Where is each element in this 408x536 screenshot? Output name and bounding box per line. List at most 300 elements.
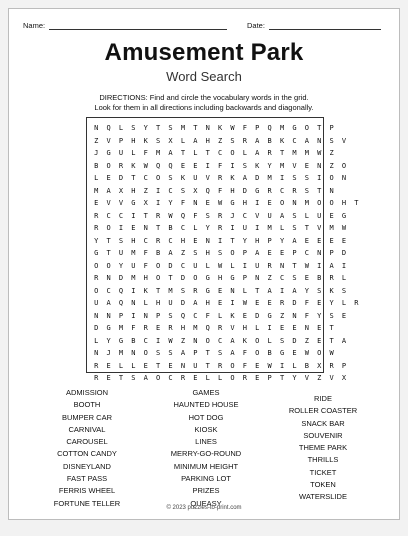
- grid-letter[interactable]: G: [106, 149, 111, 157]
- grid-letter[interactable]: H: [156, 299, 161, 307]
- grid-letter[interactable]: K: [242, 336, 247, 345]
- grid-letter[interactable]: E: [143, 361, 148, 370]
- grid-letter[interactable]: M: [267, 174, 272, 182]
- grid-letter[interactable]: D: [118, 174, 124, 182]
- grid-letter[interactable]: R: [156, 236, 161, 245]
- grid-letter[interactable]: G: [341, 211, 347, 220]
- grid-letter[interactable]: R: [143, 324, 148, 332]
- grid-letter[interactable]: O: [329, 199, 334, 207]
- grid-letter[interactable]: O: [255, 336, 260, 345]
- grid-letter[interactable]: E: [317, 324, 322, 332]
- grid-letter[interactable]: O: [94, 261, 99, 270]
- grid-letter[interactable]: W: [143, 161, 148, 170]
- grid-letter[interactable]: E: [279, 324, 285, 332]
- grid-letter[interactable]: W: [242, 299, 247, 307]
- grid-letter[interactable]: T: [329, 324, 334, 332]
- grid-letter[interactable]: R: [217, 174, 223, 182]
- grid-letter[interactable]: M: [131, 249, 136, 257]
- grid-letter[interactable]: R: [267, 186, 272, 195]
- grid-letter[interactable]: K: [143, 286, 148, 295]
- grid-letter[interactable]: N: [329, 186, 334, 195]
- grid-letter[interactable]: D: [242, 186, 247, 195]
- grid-letter[interactable]: Q: [118, 286, 124, 295]
- grid-letter[interactable]: R: [180, 374, 186, 382]
- grid-letter[interactable]: V: [292, 161, 297, 170]
- grid-letter[interactable]: U: [193, 174, 198, 182]
- grid-letter[interactable]: J: [94, 149, 99, 157]
- grid-letter[interactable]: W: [168, 211, 173, 220]
- grid-letter[interactable]: F: [304, 299, 309, 307]
- grid-letter[interactable]: Z: [329, 149, 334, 157]
- grid-letter[interactable]: Y: [143, 124, 148, 132]
- grid-letter[interactable]: O: [230, 149, 235, 157]
- grid-letter[interactable]: E: [267, 249, 272, 257]
- grid-letter[interactable]: E: [267, 199, 272, 207]
- grid-letter[interactable]: T: [156, 361, 161, 370]
- grid-letter[interactable]: C: [143, 336, 148, 345]
- grid-letter[interactable]: T: [180, 149, 186, 157]
- grid-letter[interactable]: S: [168, 174, 173, 182]
- grid-letter[interactable]: T: [106, 236, 111, 245]
- grid-letter[interactable]: T: [354, 199, 359, 207]
- grid-letter[interactable]: T: [143, 211, 148, 220]
- grid-letter[interactable]: P: [193, 349, 198, 357]
- grid-letter[interactable]: N: [106, 274, 111, 282]
- grid-letter[interactable]: C: [180, 261, 186, 270]
- grid-letter[interactable]: T: [230, 236, 235, 245]
- grid-letter[interactable]: G: [94, 249, 99, 257]
- grid-letter[interactable]: A: [106, 186, 111, 195]
- grid-letter[interactable]: I: [255, 199, 260, 207]
- grid-letter[interactable]: A: [180, 349, 186, 357]
- grid-letter[interactable]: X: [193, 186, 198, 195]
- grid-letter[interactable]: T: [255, 286, 260, 295]
- grid-letter[interactable]: G: [267, 311, 272, 320]
- grid-letter[interactable]: Y: [267, 161, 272, 170]
- grid-letter[interactable]: T: [168, 274, 173, 282]
- grid-letter[interactable]: L: [267, 336, 272, 345]
- grid-letter[interactable]: E: [317, 236, 322, 245]
- grid-letter[interactable]: A: [230, 336, 235, 345]
- grid-letter[interactable]: H: [242, 199, 247, 207]
- grid-letter[interactable]: E: [217, 286, 223, 295]
- grid-letter[interactable]: R: [94, 361, 99, 370]
- grid-letter[interactable]: S: [217, 249, 223, 257]
- grid-letter[interactable]: U: [317, 211, 322, 220]
- grid-letter[interactable]: T: [292, 261, 297, 270]
- grid-letter[interactable]: R: [217, 224, 223, 232]
- grid-letter[interactable]: I: [131, 286, 136, 295]
- grid-letter[interactable]: S: [180, 186, 186, 195]
- grid-letter[interactable]: E: [205, 199, 210, 207]
- grid-letter[interactable]: A: [329, 261, 334, 270]
- grid-letter[interactable]: B: [317, 274, 322, 282]
- grid-letter[interactable]: F: [217, 186, 223, 195]
- grid-letter[interactable]: H: [180, 236, 186, 245]
- grid-letter[interactable]: S: [205, 211, 210, 220]
- grid-letter[interactable]: I: [242, 261, 247, 270]
- grid-letter[interactable]: G: [205, 286, 210, 295]
- grid-letter[interactable]: O: [106, 261, 111, 270]
- grid-letter[interactable]: L: [180, 136, 186, 145]
- grid-letter[interactable]: Z: [217, 136, 223, 145]
- grid-letter[interactable]: N: [304, 324, 309, 332]
- grid-letter[interactable]: G: [255, 186, 260, 195]
- grid-letter[interactable]: N: [143, 311, 148, 320]
- grid-letter[interactable]: W: [304, 261, 309, 270]
- grid-letter[interactable]: Y: [106, 336, 111, 345]
- grid-letter[interactable]: C: [106, 211, 111, 220]
- grid-letter[interactable]: N: [180, 361, 186, 370]
- grid-letter[interactable]: E: [217, 299, 223, 307]
- grid-letter[interactable]: E: [292, 324, 297, 332]
- grid-letter[interactable]: D: [180, 274, 186, 282]
- grid-letter[interactable]: N: [292, 311, 297, 320]
- grid-letter[interactable]: E: [156, 324, 161, 332]
- grid-letter[interactable]: L: [205, 261, 210, 270]
- grid-letter[interactable]: U: [131, 261, 136, 270]
- grid-letter[interactable]: D: [180, 299, 186, 307]
- grid-letter[interactable]: O: [156, 274, 161, 282]
- grid-letter[interactable]: R: [267, 149, 272, 157]
- grid-letter[interactable]: O: [106, 224, 111, 232]
- grid-letter[interactable]: V: [106, 136, 111, 145]
- grid-letter[interactable]: S: [292, 224, 297, 232]
- grid-letter[interactable]: G: [131, 199, 136, 207]
- grid-letter[interactable]: L: [242, 149, 247, 157]
- grid-letter[interactable]: H: [242, 324, 247, 332]
- grid-letter[interactable]: C: [118, 211, 124, 220]
- grid-letter[interactable]: T: [156, 124, 161, 132]
- grid-letter[interactable]: D: [292, 336, 297, 345]
- grid-letter[interactable]: H: [131, 186, 136, 195]
- grid-letter[interactable]: O: [156, 261, 161, 270]
- grid-letter[interactable]: O: [143, 349, 148, 357]
- grid-letter[interactable]: I: [267, 324, 272, 332]
- grid-letter[interactable]: B: [168, 224, 173, 232]
- grid-letter[interactable]: N: [279, 261, 285, 270]
- grid-letter[interactable]: D: [292, 299, 297, 307]
- grid-letter[interactable]: L: [242, 286, 247, 295]
- grid-letter[interactable]: A: [193, 299, 198, 307]
- grid-letter[interactable]: S: [329, 136, 334, 145]
- grid-letter[interactable]: E: [106, 174, 111, 182]
- grid-letter[interactable]: M: [279, 124, 285, 132]
- grid-letter[interactable]: R: [156, 211, 161, 220]
- grid-letter[interactable]: F: [217, 161, 223, 170]
- grid-letter[interactable]: S: [131, 374, 136, 382]
- grid-letter[interactable]: K: [230, 311, 235, 320]
- grid-letter[interactable]: S: [329, 311, 334, 320]
- grid-letter[interactable]: F: [304, 311, 309, 320]
- grid-letter[interactable]: L: [131, 361, 136, 370]
- grid-letter[interactable]: A: [230, 349, 235, 357]
- grid-letter[interactable]: R: [217, 211, 223, 220]
- grid-letter[interactable]: L: [341, 299, 347, 307]
- grid-letter[interactable]: E: [193, 161, 198, 170]
- grid-letter[interactable]: D: [118, 274, 124, 282]
- grid-letter[interactable]: N: [205, 236, 210, 245]
- grid-letter[interactable]: A: [255, 136, 260, 145]
- grid-letter[interactable]: O: [230, 374, 235, 382]
- grid-letter[interactable]: O: [205, 336, 210, 345]
- grid-letter[interactable]: T: [279, 374, 285, 382]
- grid-letter[interactable]: M: [279, 161, 285, 170]
- grid-letter[interactable]: C: [292, 136, 297, 145]
- grid-letter[interactable]: G: [205, 274, 210, 282]
- grid-letter[interactable]: A: [267, 286, 272, 295]
- grid-letter[interactable]: C: [180, 224, 186, 232]
- grid-letter[interactable]: E: [106, 374, 111, 382]
- grid-letter[interactable]: D: [94, 324, 99, 332]
- grid-letter[interactable]: W: [317, 149, 322, 157]
- grid-letter[interactable]: Y: [94, 236, 99, 245]
- grid-letter[interactable]: R: [94, 374, 99, 382]
- grid-letter[interactable]: L: [143, 299, 148, 307]
- grid-letter[interactable]: A: [341, 336, 347, 345]
- grid-letter[interactable]: O: [341, 161, 347, 170]
- grid-letter[interactable]: K: [180, 174, 186, 182]
- grid-letter[interactable]: I: [279, 286, 285, 295]
- grid-letter[interactable]: L: [341, 274, 347, 282]
- grid-letter[interactable]: L: [118, 361, 124, 370]
- grid-letter[interactable]: T: [156, 224, 161, 232]
- grid-letter[interactable]: K: [279, 136, 285, 145]
- date-field[interactable]: [247, 21, 381, 30]
- grid-letter[interactable]: A: [143, 374, 148, 382]
- grid-letter[interactable]: I: [118, 224, 124, 232]
- grid-letter[interactable]: B: [156, 249, 161, 257]
- grid-letter[interactable]: W: [341, 224, 347, 232]
- grid-letter[interactable]: T: [205, 349, 210, 357]
- grid-letter[interactable]: S: [217, 349, 223, 357]
- grid-letter[interactable]: Z: [143, 186, 148, 195]
- grid-letter[interactable]: I: [255, 224, 260, 232]
- grid-letter[interactable]: L: [118, 124, 124, 132]
- grid-letter[interactable]: X: [317, 361, 322, 370]
- grid-letter[interactable]: E: [304, 274, 309, 282]
- grid-letter[interactable]: E: [242, 311, 247, 320]
- grid-letter[interactable]: S: [279, 336, 285, 345]
- grid-letter[interactable]: E: [180, 161, 186, 170]
- grid-letter[interactable]: A: [279, 211, 285, 220]
- grid-letter[interactable]: R: [242, 374, 247, 382]
- grid-letter[interactable]: Q: [118, 299, 124, 307]
- grid-letter[interactable]: K: [217, 124, 223, 132]
- grid-letter[interactable]: R: [94, 224, 99, 232]
- grid-letter[interactable]: W: [217, 261, 223, 270]
- grid-letter[interactable]: W: [304, 349, 309, 357]
- grid-letter[interactable]: P: [267, 236, 272, 245]
- grid-letter[interactable]: Q: [205, 186, 210, 195]
- grid-letter[interactable]: I: [317, 261, 322, 270]
- grid-letter[interactable]: R: [267, 261, 272, 270]
- grid-letter[interactable]: O: [106, 161, 111, 170]
- grid-letter[interactable]: G: [106, 324, 111, 332]
- grid-letter[interactable]: W: [168, 336, 173, 345]
- grid-letter[interactable]: M: [131, 274, 136, 282]
- grid-letter[interactable]: C: [304, 249, 309, 257]
- grid-letter[interactable]: A: [292, 236, 297, 245]
- grid-letter[interactable]: V: [205, 174, 210, 182]
- grid-letter[interactable]: O: [156, 174, 161, 182]
- grid-letter[interactable]: H: [230, 186, 235, 195]
- grid-letter[interactable]: Q: [168, 161, 173, 170]
- grid-letter[interactable]: T: [317, 124, 322, 132]
- grid-letter[interactable]: H: [205, 136, 210, 145]
- grid-letter[interactable]: D: [341, 249, 347, 257]
- grid-letter[interactable]: E: [193, 374, 198, 382]
- grid-letter[interactable]: F: [131, 324, 136, 332]
- grid-letter[interactable]: S: [131, 124, 136, 132]
- grid-letter[interactable]: H: [341, 199, 347, 207]
- grid-letter[interactable]: Y: [329, 299, 334, 307]
- grid-letter[interactable]: S: [304, 186, 309, 195]
- grid-letter[interactable]: A: [193, 136, 198, 145]
- grid-letter[interactable]: R: [279, 299, 285, 307]
- grid-letter[interactable]: I: [230, 161, 235, 170]
- name-line[interactable]: [49, 21, 227, 30]
- grid-letter[interactable]: L: [230, 261, 235, 270]
- grid-letter[interactable]: B: [94, 161, 99, 170]
- grid-letter[interactable]: Z: [267, 274, 272, 282]
- grid-letter[interactable]: E: [292, 349, 297, 357]
- grid-letter[interactable]: N: [317, 136, 322, 145]
- grid-letter[interactable]: V: [230, 324, 235, 332]
- grid-letter[interactable]: O: [304, 124, 309, 132]
- grid-letter[interactable]: N: [131, 349, 136, 357]
- grid-letter[interactable]: N: [193, 199, 198, 207]
- grid-letter[interactable]: D: [168, 261, 173, 270]
- grid-letter[interactable]: R: [329, 274, 334, 282]
- grid-letter[interactable]: D: [255, 311, 260, 320]
- grid-letter[interactable]: S: [168, 311, 173, 320]
- grid-letter[interactable]: H: [205, 249, 210, 257]
- grid-letter[interactable]: S: [156, 136, 161, 145]
- grid-letter[interactable]: P: [255, 124, 260, 132]
- grid-letter[interactable]: I: [317, 174, 322, 182]
- grid-letter[interactable]: D: [255, 174, 260, 182]
- grid-letter[interactable]: V: [317, 224, 322, 232]
- grid-letter[interactable]: U: [193, 361, 198, 370]
- grid-letter[interactable]: K: [255, 161, 260, 170]
- grid-letter[interactable]: A: [255, 249, 260, 257]
- grid-letter[interactable]: E: [267, 299, 272, 307]
- grid-letter[interactable]: A: [168, 249, 173, 257]
- grid-letter[interactable]: I: [230, 299, 235, 307]
- grid-letter[interactable]: E: [279, 249, 285, 257]
- grid-letter[interactable]: U: [267, 211, 272, 220]
- grid-letter[interactable]: N: [317, 161, 322, 170]
- grid-letter[interactable]: M: [329, 224, 334, 232]
- grid-letter[interactable]: T: [279, 149, 285, 157]
- grid-letter[interactable]: V: [304, 374, 309, 382]
- grid-letter[interactable]: T: [304, 224, 309, 232]
- grid-letter[interactable]: U: [242, 224, 247, 232]
- grid-letter[interactable]: Y: [118, 261, 124, 270]
- grid-letter[interactable]: N: [94, 349, 99, 357]
- grid-letter[interactable]: L: [217, 311, 223, 320]
- grid-letter[interactable]: C: [106, 286, 111, 295]
- grid-letter[interactable]: R: [94, 274, 99, 282]
- grid-letter[interactable]: Z: [304, 336, 309, 345]
- grid-letter[interactable]: Q: [180, 311, 186, 320]
- grid-letter[interactable]: E: [255, 374, 260, 382]
- grid-letter[interactable]: T: [156, 286, 161, 295]
- grid-letter[interactable]: I: [156, 199, 161, 207]
- grid-letter[interactable]: F: [143, 261, 148, 270]
- grid-letter[interactable]: B: [131, 336, 136, 345]
- grid-letter[interactable]: K: [230, 174, 235, 182]
- grid-letter[interactable]: O: [317, 199, 322, 207]
- grid-letter[interactable]: L: [193, 149, 198, 157]
- grid-letter[interactable]: I: [279, 361, 285, 370]
- grid-letter[interactable]: B: [304, 361, 309, 370]
- grid-letter[interactable]: O: [255, 349, 260, 357]
- grid-letter[interactable]: T: [205, 149, 210, 157]
- grid-letter[interactable]: L: [304, 211, 309, 220]
- grid-letter[interactable]: M: [180, 124, 186, 132]
- grid-letter[interactable]: O: [230, 249, 235, 257]
- grid-letter[interactable]: R: [94, 211, 99, 220]
- grid-letter[interactable]: I: [205, 161, 210, 170]
- grid-letter[interactable]: U: [168, 299, 173, 307]
- grid-letter[interactable]: Z: [279, 311, 285, 320]
- date-line[interactable]: [269, 21, 381, 30]
- grid-letter[interactable]: R: [217, 361, 223, 370]
- grid-letter[interactable]: T: [329, 336, 334, 345]
- grid-letter[interactable]: U: [193, 261, 198, 270]
- grid-letter[interactable]: O: [317, 349, 322, 357]
- grid-letter[interactable]: M: [118, 324, 124, 332]
- grid-letter[interactable]: E: [193, 236, 198, 245]
- grid-letter[interactable]: P: [341, 361, 347, 370]
- grid-letter[interactable]: I: [217, 236, 223, 245]
- grid-letter[interactable]: Z: [180, 336, 186, 345]
- grid-letter[interactable]: R: [118, 161, 124, 170]
- grid-letter[interactable]: Y: [317, 311, 322, 320]
- grid-letter[interactable]: T: [205, 361, 210, 370]
- grid-letter[interactable]: Z: [329, 161, 334, 170]
- grid-letter[interactable]: N: [193, 336, 198, 345]
- grid-letter[interactable]: S: [168, 124, 173, 132]
- grid-letter[interactable]: M: [156, 149, 161, 157]
- grid-letter[interactable]: I: [230, 224, 235, 232]
- grid-letter[interactable]: Y: [242, 236, 247, 245]
- grid-letter[interactable]: E: [106, 361, 111, 370]
- grid-letter[interactable]: E: [341, 236, 347, 245]
- grid-letter[interactable]: E: [131, 224, 136, 232]
- grid-letter[interactable]: E: [317, 299, 322, 307]
- grid-letter[interactable]: S: [193, 249, 198, 257]
- grid-letter[interactable]: P: [329, 249, 334, 257]
- grid-letter[interactable]: B: [267, 349, 272, 357]
- grid-letter[interactable]: X: [143, 199, 148, 207]
- grid-letter[interactable]: N: [94, 311, 99, 320]
- grid-letter[interactable]: R: [329, 361, 334, 370]
- grid-letter[interactable]: L: [94, 174, 99, 182]
- grid-letter[interactable]: E: [304, 236, 309, 245]
- grid-letter[interactable]: I: [131, 211, 136, 220]
- grid-letter[interactable]: N: [292, 199, 297, 207]
- grid-letter[interactable]: V: [118, 199, 124, 207]
- grid-letter[interactable]: A: [242, 174, 247, 182]
- grid-letter[interactable]: L: [217, 374, 223, 382]
- grid-letter[interactable]: E: [255, 299, 260, 307]
- grid-letter[interactable]: Z: [94, 136, 99, 145]
- grid-letter[interactable]: O: [193, 274, 198, 282]
- grid-letter[interactable]: X: [341, 374, 347, 382]
